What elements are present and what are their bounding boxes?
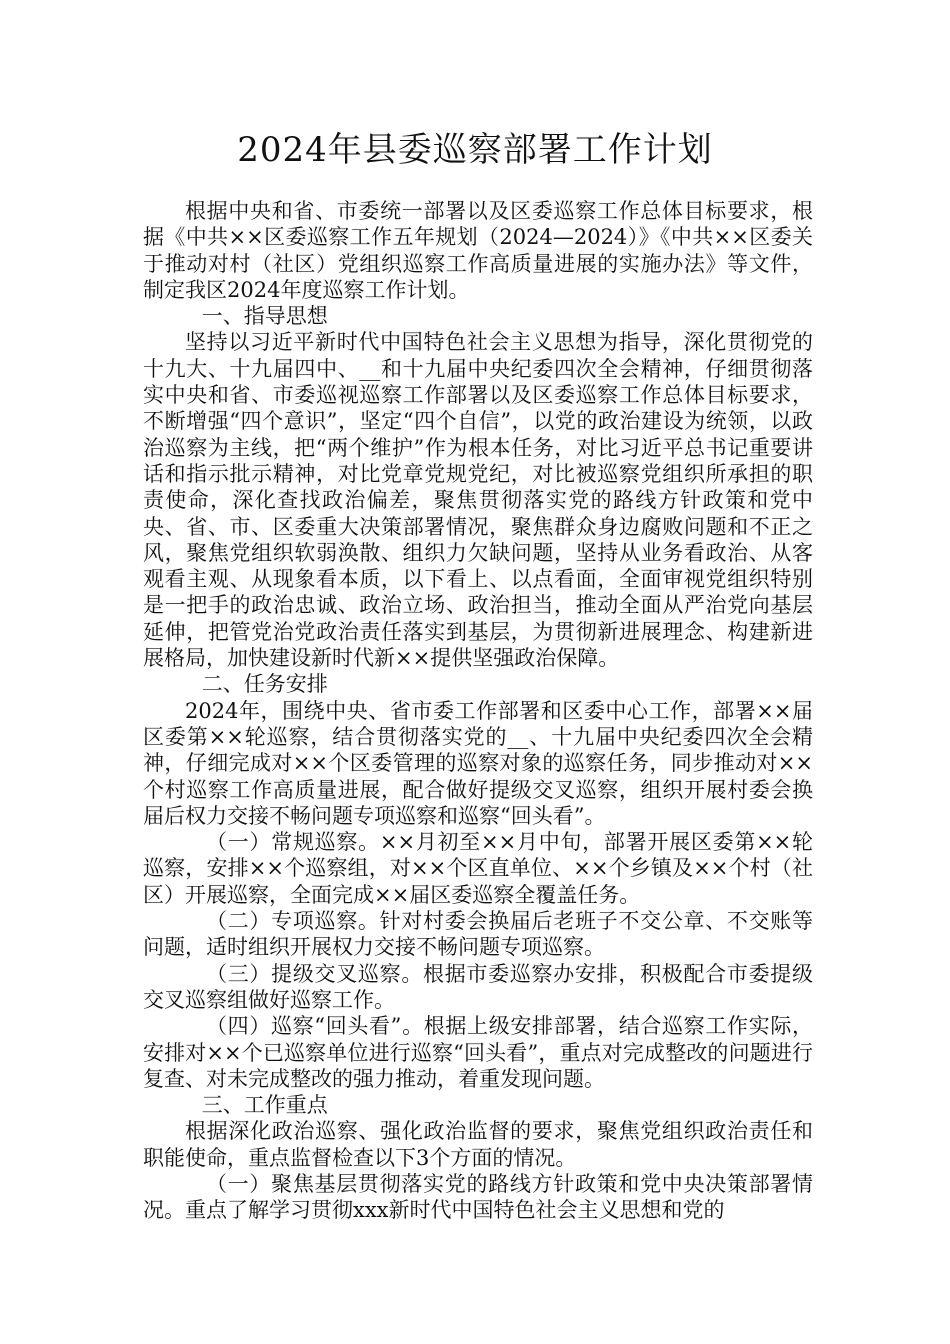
work-focus-paragraph: 根据深化政治巡察、强化政治监督的要求，聚焦党组织政治责任和职能使命，重点监督检查以下3个方面的情况。 [143,1119,813,1170]
intro-paragraph: 根据中央和省、市委统一部署以及区委巡察工作总体目标要求，根据《中共××区委巡察工作五年规划（2024—2024）》《中共××区委关于推动对村（社区）党组织巡察工作高质量进展的实施办法》等文件，制定我区2024年度巡察工作计划。 [143,199,813,302]
section-heading-guiding-ideology: 一、指导思想 [201,304,328,329]
guiding-ideology-paragraph: 坚持以习近平新时代中国特色社会主义思想为指导，深化贯彻党的十九大、十九届四中、__和十九届中央纪委四次全会精神，仔细贯彻落实中央和省、市委巡视巡察工作部署以及区委巡察工作总体目标要求，不断增强“四个意识”，坚定“四个自信”，以党的政治建设为统领，以政治巡察为主线，把“两个维护”作为根本任务，对比习近平总书记重要讲话和指示批示精神，对比党章党规党纪，对比被巡察党组织所承担的职责使命，深化查找政治偏差，聚焦贯彻落实党的路线方针政策和党中央、省、市、区委重大决策部署情况，聚焦群众身边腐败问题和不正之风，聚焦党组织软弱涣散、组织力欠缺问题，坚持从业务看政治、从客观看主观、从现象看本质，以下看上、以点看面，全面审视党组织特别是一把手的政治忠诚、政治立场、政治担当，推动全面从严治党向基层延伸，把管党治党政治责任落实到基层，为贯彻新进展理念、构建新进展格局，加快建设新时代新××提供坚强政治保障。 [143,330,813,671]
task-item-special-inspection: （二）专项巡察。针对村委会换届后老班子不交公章、不交账等问题，适时组织开展权力交接不畅问题专项巡察。 [143,909,813,960]
document-body [143,198,813,1224]
task-arrangement-paragraph: 2024年，围绕中央、省市委工作部署和区委中心工作，部署××届区委第××轮巡察，结合贯彻落实党的__、十九届中央纪委四次全会精神，仔细完成对××个区委管理的巡察对象的巡察任务，同步推动对××个村巡察工作高质量进展，配合做好提级交叉巡察，组织开展村委会换届后权力交接不畅问题专项巡察和巡察“回头看”。 [143,698,813,828]
section-heading-task-arrangement: 二、任务安排 [201,672,328,697]
task-item-routine-inspection: （一）常规巡察。××月初至××月中旬，部署开展区委第××轮巡察，安排××个巡察组，对××个区直单位、××个乡镇及××个村（社区）开展巡察，全面完成××届区委巡察全覆盖任务。 [143,830,813,907]
task-item-look-back: （四）巡察“回头看”。根据上级安排部署，结合巡察工作实际，安排对××个已巡察单位进行巡察“回头看”，重点对完成整改的问题进行复查、对未完成整改的强力推动，着重发现问题。 [143,1014,813,1091]
focus-item-policy-implementation: （一）聚焦基层贯彻落实党的路线方针政策和党中央决策部署情况。重点了解学习贯彻xxx新时代中国特色社会主义思想和党的 [143,1171,813,1223]
task-item-cross-inspection: （三）提级交叉巡察。根据市委巡察办安排，积极配合市委提级交叉巡察组做好巡察工作。 [143,961,813,1012]
document-title: 2024年县委巡察部署工作计划 [237,130,713,170]
section-heading-work-focus: 三、工作重点 [201,1093,328,1118]
